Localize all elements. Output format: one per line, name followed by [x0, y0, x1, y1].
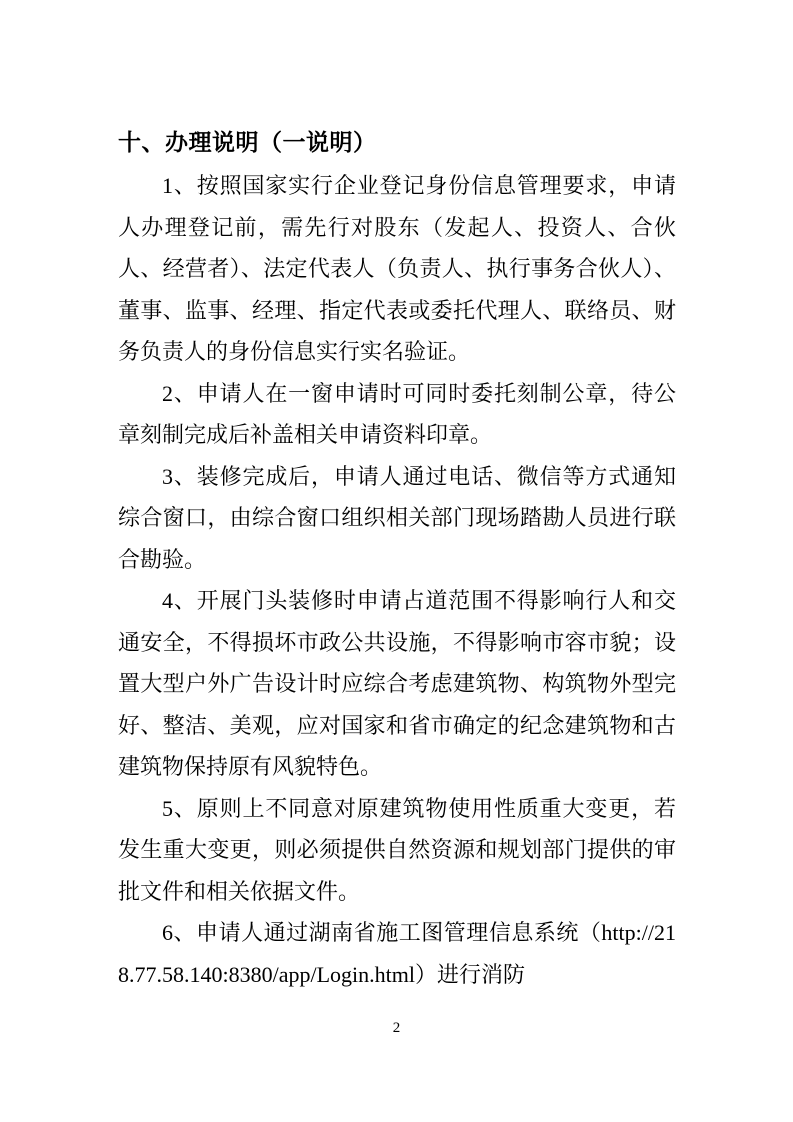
- paragraph-1: 1、按照国家实行企业登记身份信息管理要求，申请人办理登记前，需先行对股东（发起人、投资人、合伙人、经营者）、法定代表人（负责人、执行事务合伙人）、董事、监事、经理、指定代表或委托代理人、联络员、财务负责人的身份信息实行实名验证。: [118, 173, 676, 364]
- document-body: [118, 126, 676, 995]
- paragraph-6: 6、申请人通过湖南省施工图管理信息系统（http://218.77.58.140:8380/app/Login.html）进行消防: [118, 920, 676, 987]
- paragraph-4: 4、开展门头装修时申请占道范围不得影响行人和交通安全，不得损坏市政公共设施，不得影响市容市貌；设置大型户外广告设计时应综合考虑建筑物、构筑物外型完好、整洁、美观，应对国家和省市确定的纪念建筑物和古建筑物保持原有风貌特色。: [118, 588, 676, 779]
- paragraph-2: 2、申请人在一窗申请时可同时委托刻制公章，待公章刻制完成后补盖相关申请资料印章。: [118, 380, 676, 447]
- section-heading: 十、办理说明（一说明）: [118, 129, 377, 155]
- page-number: 2: [392, 1020, 401, 1036]
- paragraph-5: 5、原则上不同意对原建筑物使用性质重大变更，若发生重大变更，则必须提供自然资源和规划部门提供的审批文件和相关依据文件。: [118, 795, 676, 904]
- paragraph-3: 3、装修完成后，申请人通过电话、微信等方式通知综合窗口，由综合窗口组织相关部门现场踏勘人员进行联合勘验。: [118, 463, 676, 572]
